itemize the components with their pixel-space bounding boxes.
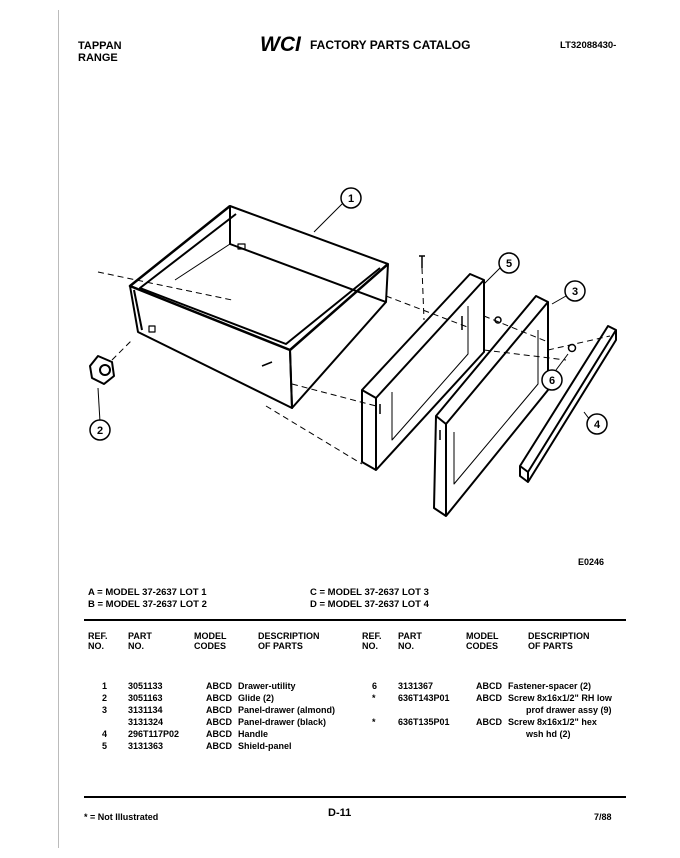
- svg-text:5: 5: [505, 258, 513, 270]
- glide-part: [90, 356, 114, 384]
- callout-4: [584, 412, 607, 434]
- page-number: D-11: [328, 807, 352, 819]
- logo-text: WCI: [260, 33, 301, 54]
- panel-drawer-part: [434, 296, 548, 516]
- col-header-part-2: PART NO.: [398, 631, 422, 651]
- callout-6: [542, 354, 568, 390]
- svg-text:2: 2: [96, 425, 104, 437]
- product-type: RANGE: [78, 52, 118, 64]
- table-bottom-rule: [84, 796, 626, 798]
- col-header-codes-2: MODEL CODES: [466, 631, 499, 651]
- brand-name: TAPPAN: [78, 40, 122, 52]
- revision-date: 7/88: [594, 812, 612, 822]
- catalog-id: LT32088430-: [560, 40, 617, 51]
- callout-5: [484, 253, 519, 284]
- catalog-title: FACTORY PARTS CATALOG: [310, 38, 471, 52]
- model-c: C = MODEL 37-2637 LOT 3: [310, 587, 429, 598]
- col-header-desc: DESCRIPTION OF PARTS: [258, 631, 320, 651]
- drawer-utility-part: [130, 206, 388, 408]
- col-header-ref-2: REF. NO.: [362, 631, 382, 651]
- model-b: B = MODEL 37-2637 LOT 2: [88, 599, 207, 610]
- model-d: D = MODEL 37-2637 LOT 4: [310, 599, 429, 610]
- col-header-ref: REF. NO.: [88, 631, 108, 651]
- model-a: A = MODEL 37-2637 LOT 1: [88, 587, 207, 598]
- callout-2: [90, 388, 110, 440]
- table-top-rule: [84, 619, 626, 621]
- callout-3: [552, 281, 585, 304]
- explode-lines: [98, 268, 610, 464]
- col-header-codes: MODEL CODES: [194, 631, 227, 651]
- svg-text:4: 4: [593, 419, 601, 431]
- svg-text:6: 6: [548, 375, 556, 387]
- svg-text:1: 1: [347, 193, 355, 205]
- footnote-not-illustrated: * = Not Illustrated: [84, 812, 159, 822]
- diagram-code: E0246: [578, 557, 605, 567]
- callout-1: [314, 188, 361, 232]
- svg-text:3: 3: [571, 286, 579, 298]
- col-header-desc-2: DESCRIPTION OF PARTS: [528, 631, 590, 651]
- col-header-part: PART NO.: [128, 631, 152, 651]
